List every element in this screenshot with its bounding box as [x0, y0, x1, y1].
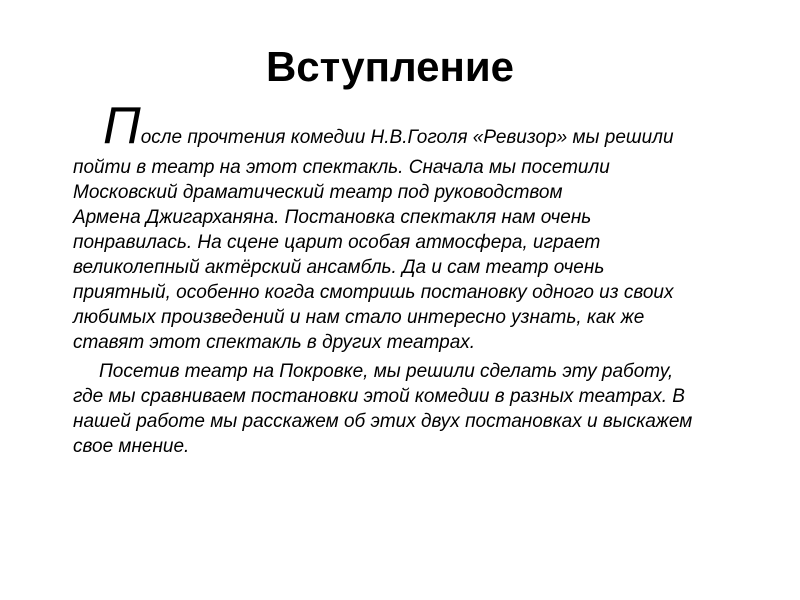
body-text	[73, 97, 773, 459]
paragraph-2	[73, 359, 773, 459]
paragraph-2-line-4: свое мнение.	[73, 436, 190, 457]
paragraph-1	[73, 97, 773, 355]
paragraph-2-line-2: где мы сравниваем постановки этой комедии в разных театрах. В	[73, 386, 685, 407]
paragraph-1-line-1	[73, 97, 773, 155]
paragraph-1-line-2: пойти в театр на этот спектакль. Сначала мы посетили	[73, 157, 610, 178]
paragraph-1-line-4: Армена Джигарханяна. Постановка спектакля нам очень	[73, 207, 592, 228]
paragraph-1-line-5: понравилась. На сцене царит особая атмосфера, играет	[73, 232, 601, 253]
paragraph-1-line-3: Московский драматический театр под руководством	[73, 182, 563, 203]
slide-title: Вступление	[265, 43, 515, 90]
drop-cap: П	[103, 97, 141, 155]
paragraph-1-line-6: великолепный актёрский ансамбль. Да и сам театр очень	[73, 257, 605, 278]
paragraph-1-line-8: любимых произведений и нам стало интересно узнать, как же	[73, 307, 645, 328]
paragraph-1-line-7: приятный, особенно когда смотришь постановку одного из своих	[73, 282, 674, 303]
paragraph-2-line-3: нашей работе мы расскажем об этих двух постановках и выскажем	[73, 411, 693, 432]
paragraph-2-line-1: Посетив театр на Покровке, мы решили сделать эту работу,	[99, 361, 674, 382]
paragraph-1-line-1-text: осле прочтения комедии Н.В.Гоголя «Ревизор» мы решили	[140, 127, 674, 148]
paragraph-1-line-9: ставят этот спектакль в других театрах.	[73, 332, 476, 353]
